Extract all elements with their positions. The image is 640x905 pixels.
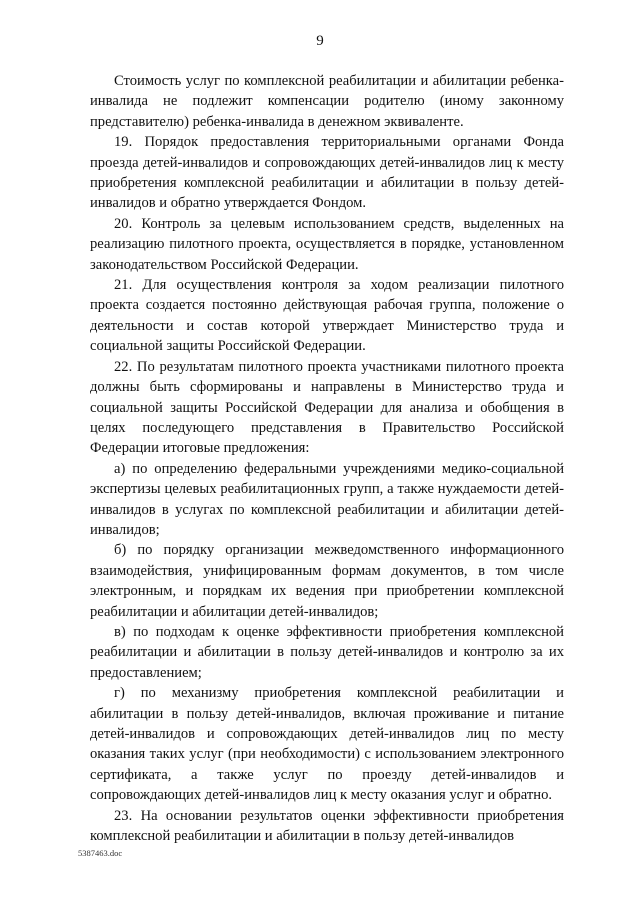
paragraph-22-g: г) по механизму приобретения комплексной реабилитации и абилитации в пользу детей-инвалидов, включая проживание и питание детей-инвалидов и сопровождающих детей-инвалидов лиц по месту оказания таких услуг (при необходимости) с использованием электронного сертификата, а также услуг по проезду детей-инвалидов и сопровождающих детей-инвалидов лиц к месту оказания услуг и обратно. — [90, 685, 564, 804]
paragraph-22-v: в) по подходам к оценке эффективности приобретения комплексной реабилитации и абилитации в пользу детей-инвалидов и контролю за их предоставлением; — [90, 623, 564, 681]
page-number: 9 — [316, 33, 324, 49]
document-file-reference: 5387463.doc — [78, 848, 123, 858]
paragraph-20: 20. Контроль за целевым использованием средств, выделенных на реализацию пилотного проекта, осуществляется в порядке, установленном законодательством Российской Федерации. — [90, 215, 564, 273]
paragraph-19: 19. Порядок предоставления территориальными органами Фонда проезда детей-инвалидов и сопровождающих детей-инвалидов лиц к месту приобретения комплексной реабилитации и абилитации в пользу детей-инвалидов и обратно утверждается Фондом. — [90, 134, 564, 212]
paragraph-22: 22. По результатам пилотного проекта участниками пилотного проекта должны быть сформированы и направлены в Министерство труда и социальной защиты Российской Федерации для анализа и обобщения в целях последующего представления в Правительство Российской Федерации итоговые предложения: — [90, 358, 564, 457]
document-body — [90, 71, 564, 846]
paragraph-21: 21. Для осуществления контроля за ходом реализации пилотного проекта создается постоянно действующая рабочая группа, положение о деятельности и состав которой утверждает Министерство труда и социальной защиты Российской Федерации. — [90, 277, 564, 355]
paragraph-22-a: а) по определению федеральными учреждениями медико-социальной экспертизы целевых реабилитационных групп, а также нуждаемости детей-инвалидов в услугах по комплексной реабилитации и абилитации детей-инвалидов; — [90, 460, 564, 538]
paragraph-22-b: б) по порядку организации межведомственного информационного взаимодействия, унифицированным формам документов, в том числе электронным, и порядкам их ведения при приобретении комплексной реабилитации и абилитации детей-инвалидов; — [90, 542, 564, 620]
paragraph-cost-compensation: Стоимость услуг по комплексной реабилитации и абилитации ребенка-инвалида не подлежит компенсации родителю (иному законному представителю) ребенка-инвалида в денежном эквиваленте. — [90, 73, 564, 130]
paragraph-23: 23. На основании результатов оценки эффективности приобретения комплексной реабилитации и абилитации в пользу детей-инвалидов — [90, 807, 564, 845]
